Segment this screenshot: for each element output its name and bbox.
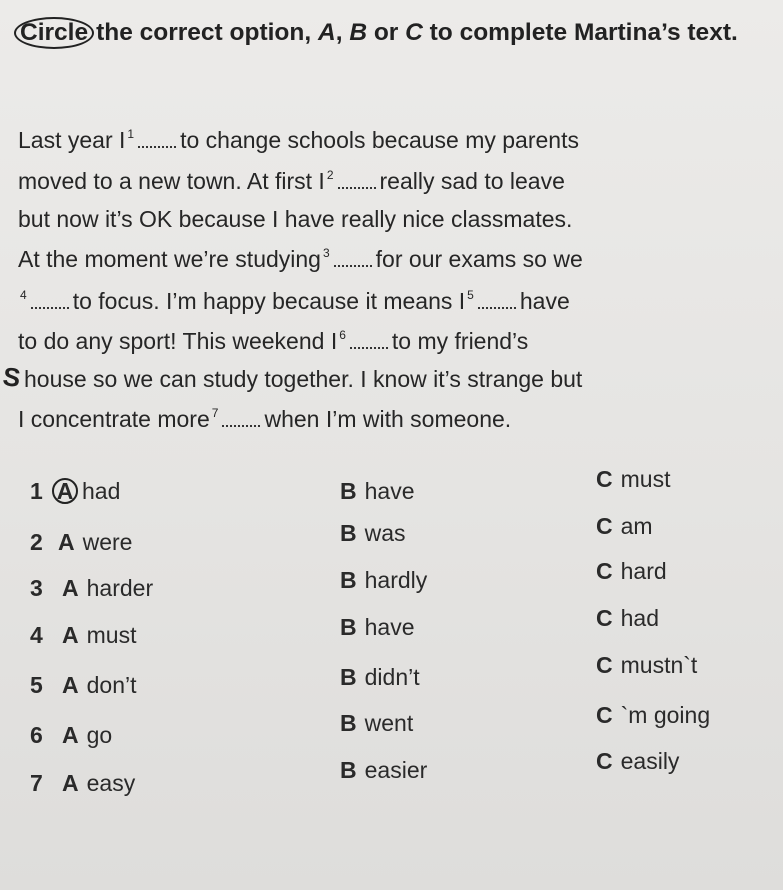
option-text: hardly <box>364 567 428 593</box>
instruction-option-c: C <box>405 19 423 46</box>
option-letter: C <box>596 748 613 774</box>
gap-5[interactable] <box>478 293 516 309</box>
option-1b[interactable] <box>340 478 415 505</box>
option-letter: B <box>340 710 357 736</box>
passage-text: to my friend’s <box>391 328 529 354</box>
option-5c[interactable] <box>596 652 697 679</box>
gap-number-7: 7 <box>211 406 219 420</box>
option-4b[interactable] <box>340 614 415 641</box>
instruction-sep2: or <box>367 19 406 46</box>
gap-number-4: 4 <box>20 288 27 302</box>
option-text: mustn`t <box>620 652 698 678</box>
option-4c[interactable] <box>596 605 659 632</box>
exercise-instruction <box>14 14 754 51</box>
option-text: harder <box>86 575 154 601</box>
option-letter: A <box>62 575 79 601</box>
option-6a[interactable] <box>62 722 112 749</box>
passage-text: to do any sport! This weekend I <box>18 328 338 354</box>
option-letter: C <box>596 702 613 728</box>
option-text: have <box>364 614 415 640</box>
option-5a[interactable] <box>62 672 137 699</box>
option-6c[interactable] <box>596 702 710 729</box>
option-letter: C <box>596 558 613 584</box>
passage-line-1 <box>18 127 579 154</box>
passage-text: moved to a new town. At first I <box>18 168 325 194</box>
option-letter: A <box>62 622 79 648</box>
option-7a[interactable] <box>62 770 135 797</box>
option-letter: B <box>340 567 357 593</box>
option-letter: C <box>596 466 613 492</box>
option-text: was <box>364 520 406 546</box>
option-text: had <box>82 478 121 504</box>
option-5b[interactable] <box>340 664 420 691</box>
option-text: easy <box>86 770 136 796</box>
passage-line-7 <box>18 366 582 393</box>
circled-word: Circle <box>14 17 94 49</box>
passage-text: really sad to leave <box>379 168 565 194</box>
gap-number-2: 2 <box>326 168 334 182</box>
gap-2[interactable] <box>338 173 376 189</box>
question-number: 6 <box>30 722 43 748</box>
option-2a[interactable] <box>58 529 132 556</box>
option-text: didn’t <box>364 664 420 690</box>
option-text: easily <box>620 748 680 774</box>
gap-7[interactable] <box>222 411 260 427</box>
question-number: 3 <box>30 575 43 601</box>
question-number: 1 <box>30 478 43 504</box>
option-4a[interactable] <box>62 622 136 649</box>
passage-text: but now it’s OK because I have really nice classmates. <box>18 206 573 232</box>
option-text: had <box>620 605 659 631</box>
option-row-1 <box>30 466 770 518</box>
option-text: easier <box>364 757 428 783</box>
gap-3[interactable] <box>334 251 372 267</box>
passage-text: to change schools because my parents <box>180 127 579 153</box>
gap-number-6: 6 <box>339 328 346 342</box>
option-letter: A <box>58 529 75 555</box>
option-letter: B <box>340 664 357 690</box>
instruction-text-before: the correct option, <box>96 19 318 46</box>
option-3a[interactable] <box>62 575 153 602</box>
option-text: must <box>620 466 671 492</box>
option-7b[interactable] <box>340 757 427 784</box>
option-row-7 <box>30 748 770 810</box>
option-letter: C <box>596 513 613 539</box>
question-number: 2 <box>30 529 43 555</box>
passage-line-5 <box>18 288 570 315</box>
passage-text: when I’m with someone. <box>264 406 512 432</box>
option-7c[interactable] <box>596 748 679 775</box>
option-letter: A <box>62 672 79 698</box>
passage-line-8 <box>18 406 511 433</box>
option-3c[interactable] <box>596 558 667 585</box>
option-text: `m going <box>620 702 711 728</box>
option-2b[interactable] <box>340 520 406 547</box>
passage-text: to focus. I’m happy because it means I <box>72 288 466 314</box>
passage-text: have <box>519 288 570 314</box>
instruction-text-after: to complete Martina’s text. <box>422 19 738 46</box>
option-text: were <box>82 529 133 555</box>
option-letter: B <box>340 478 357 504</box>
question-number: 5 <box>30 672 43 698</box>
passage-text: Last year I <box>18 127 126 153</box>
gap-1[interactable] <box>138 132 176 148</box>
question-number: 4 <box>30 622 43 648</box>
option-1c[interactable] <box>596 466 670 493</box>
passage-text: I concentrate more <box>18 406 210 432</box>
passage-text: At the moment we’re studying <box>18 246 321 272</box>
circled-answer-icon: A <box>52 478 78 504</box>
option-text: have <box>364 478 415 504</box>
handwritten-mark: S <box>1 360 23 394</box>
question-number: 7 <box>30 770 43 796</box>
gap-4[interactable] <box>31 293 69 309</box>
option-text: hard <box>620 558 667 584</box>
option-text: don’t <box>86 672 137 698</box>
option-text: am <box>620 513 653 539</box>
option-letter: A <box>62 722 79 748</box>
option-3b[interactable] <box>340 567 427 594</box>
instruction-sep1: , <box>335 19 350 46</box>
option-6b[interactable] <box>340 710 413 737</box>
option-text: went <box>364 710 414 736</box>
option-letter: B <box>340 520 357 546</box>
gap-6[interactable] <box>350 333 388 349</box>
instruction-option-a: A <box>317 19 336 46</box>
option-letter: C <box>596 605 613 631</box>
option-letter: A <box>62 770 79 796</box>
option-letter: C <box>596 652 613 678</box>
passage-line-3 <box>18 206 572 233</box>
option-text: go <box>86 722 113 748</box>
option-text: must <box>86 622 137 648</box>
option-1a[interactable] <box>52 478 120 505</box>
passage-line-2 <box>18 168 565 195</box>
passage-line-4 <box>18 246 583 273</box>
passage-text: for our exams so we <box>375 246 583 272</box>
passage-text: house so we can study together. I know it’s strange but <box>24 366 583 392</box>
option-2c[interactable] <box>596 513 653 540</box>
gap-number-5: 5 <box>467 288 474 302</box>
gap-number-3: 3 <box>322 246 330 260</box>
passage-line-6 <box>18 328 528 355</box>
option-letter: B <box>340 614 357 640</box>
gap-number-1: 1 <box>127 127 135 141</box>
instruction-option-b: B <box>349 19 368 46</box>
option-letter: B <box>340 757 357 783</box>
option-row-3 <box>30 558 770 615</box>
